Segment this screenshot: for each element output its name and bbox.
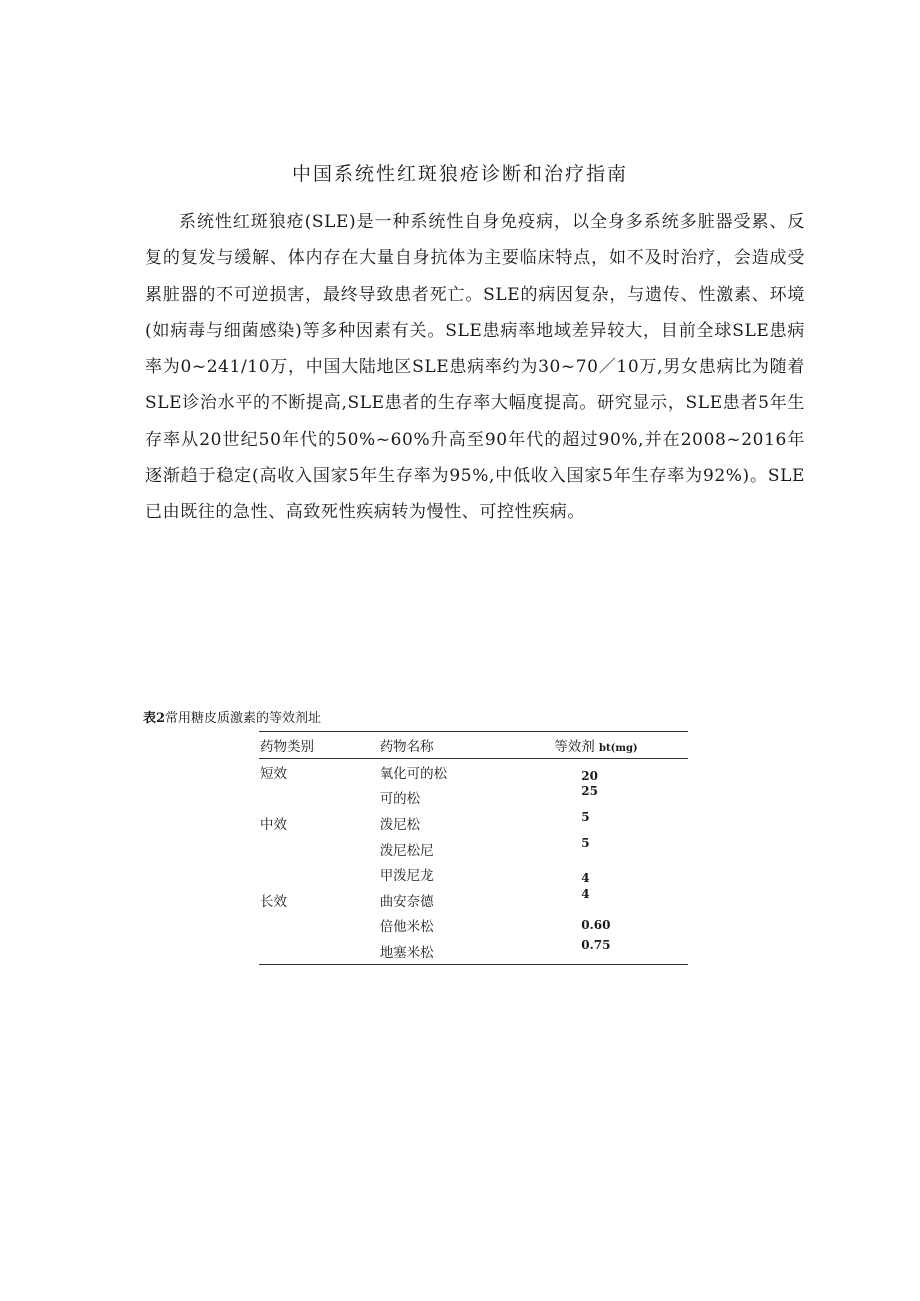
table-row: [259, 810, 688, 836]
steroid-equivalence-table: [259, 731, 688, 965]
row-category: 中效: [260, 816, 287, 833]
row-drug-name: 氧化可的松: [379, 765, 448, 782]
row-category: [259, 913, 380, 939]
table-caption-text: 常用糖皮质激素的等效剂址: [165, 711, 322, 726]
body-paragraph: 系统性红斑狼疮(SLE)是一种系统性自身免疫病，以全身多系统多脏器受累、反复的复发与缓解、体内存在大量自身抗体为主要临床特点，如不及时治疗，会造成受累脏器的不可逆损害，最终导致患者死亡。SLE的病因复杂，与遗传、性激素、环境(如病毒与细菌感染)等多种因素有关。SLE患病率地域差异较大，目前全球SLE患病率为0~241/10万，中国大陆地区SLE患病率约为30~70／10万,男女患病比为随着SLE诊治水平的不断提高,SLE患者的生存率大幅度提高。研究显示，SLE患者5年生存率从20世纪50年代的50%~60%升高至90年代的超过90%,并在2008~2016年逐渐趋于稳定(高收入国家5年生存率为95%,中低收入国家5年生存率为92%)。SLE已由既往的急性、高致死性疾病转为慢性、可控性疾病。: [145, 212, 805, 523]
table-row: [259, 785, 688, 811]
row-drug-name: 曲安奈德: [379, 893, 434, 910]
table-row: [259, 836, 688, 862]
header-dose: [554, 732, 688, 759]
row-drug-name: 倍他米松: [379, 919, 434, 936]
row-dose: 4: [581, 886, 590, 901]
row-dose: 0.75: [581, 937, 611, 952]
row-drug-name: 泼尼松: [379, 816, 421, 833]
header-dose-label: 等效剂: [554, 739, 595, 755]
table-row: [259, 861, 688, 887]
row-category: 短效: [260, 765, 287, 782]
row-category: [259, 938, 380, 964]
row-dose: 20: [581, 768, 598, 783]
table-row: [259, 759, 688, 785]
document-title: 中国系统性红斑狼疮诊断和治疗指南: [291, 163, 628, 185]
row-dose: 0.60: [581, 918, 611, 933]
table-row: [259, 913, 688, 939]
row-drug-name: 甲泼尼龙: [379, 868, 434, 885]
table-caption: [143, 709, 321, 729]
table-row: [259, 938, 688, 964]
table-header-row: [259, 732, 688, 759]
table-row: [259, 887, 688, 913]
header-category: 药物类别: [259, 732, 380, 759]
row-dose: 5: [581, 835, 590, 850]
header-dose-unit: bt(mg): [599, 743, 638, 754]
header-name: 药物名称: [380, 732, 555, 759]
row-drug-name: 地塞米松: [380, 938, 555, 964]
row-drug-name: 可的松: [379, 791, 421, 808]
row-category: [259, 836, 380, 862]
row-category: [259, 861, 380, 887]
row-dose: 25: [581, 784, 598, 799]
table-caption-number: 表2: [143, 711, 166, 726]
row-dose: 5: [581, 809, 590, 824]
row-dose: 4: [581, 871, 590, 886]
row-category: [259, 785, 380, 811]
row-category: 长效: [260, 893, 287, 910]
row-drug-name: 泼尼松尼: [379, 842, 434, 859]
